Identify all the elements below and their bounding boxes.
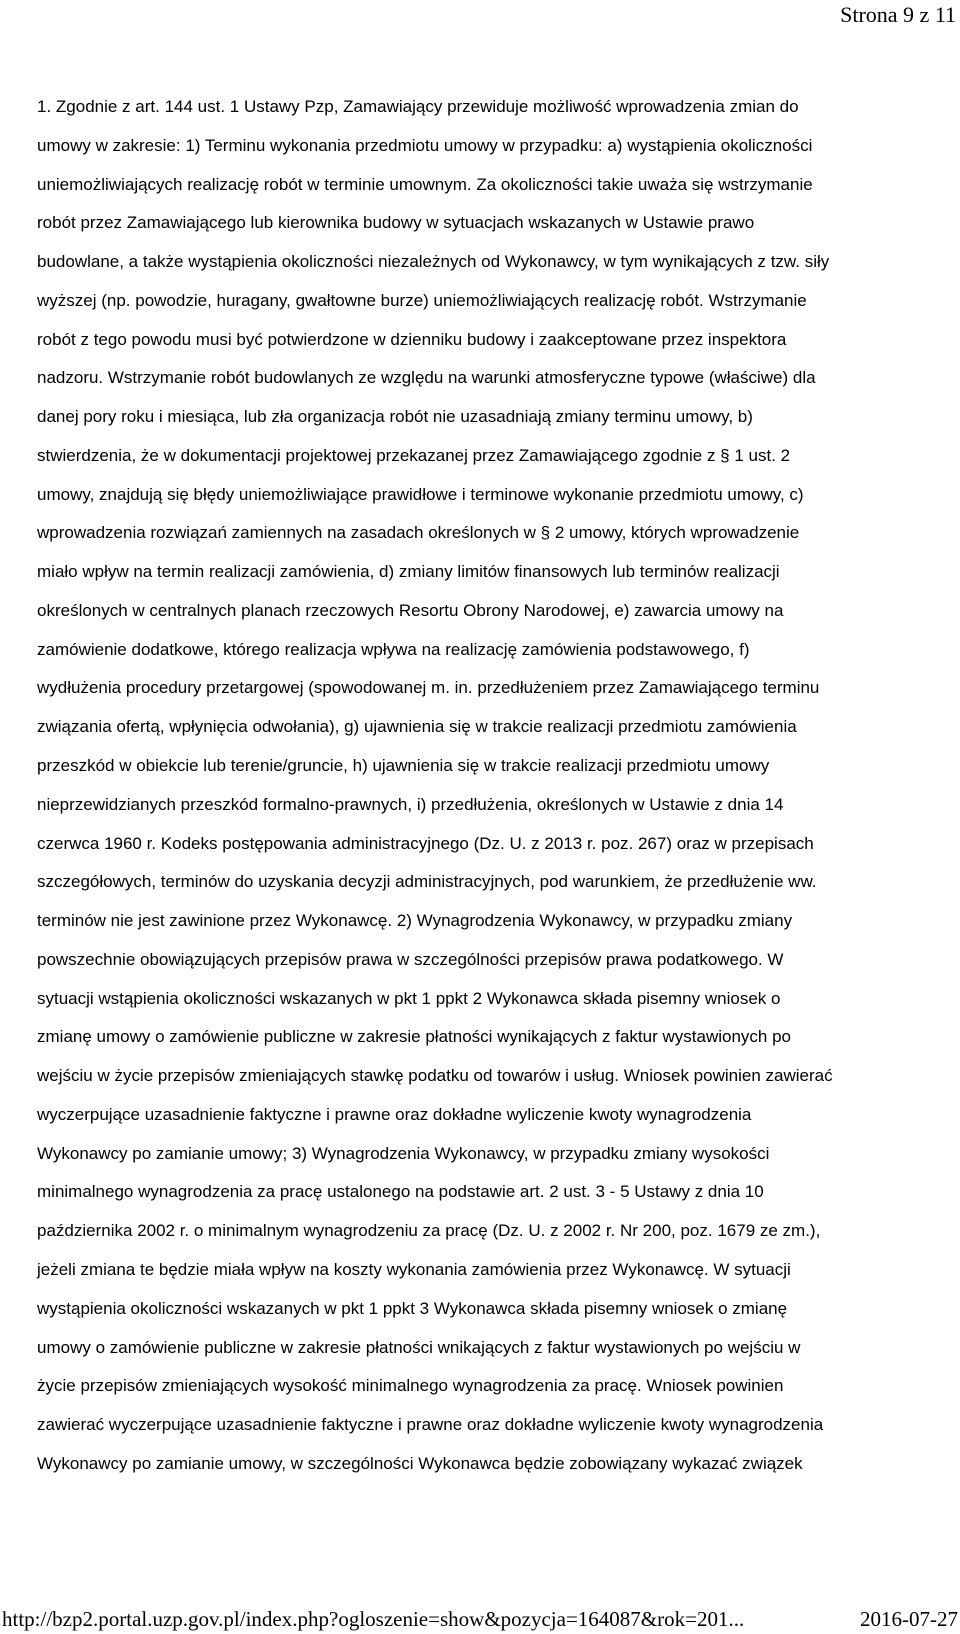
text-line: wprowadzenia rozwiązań zamiennych na zasadach określonych w § 2 umowy, których wprowadzenie [37, 523, 800, 543]
text-line: zawierać wyczerpujące uzasadnienie faktyczne i prawne oraz dokładne wyliczenie kwoty wynagrodzenia [37, 1415, 824, 1435]
text-line: stwierdzenia, że w dokumentacji projektowej przekazanej przez Zamawiającego zgodnie z § 1 ust. 2 [37, 445, 791, 465]
text-line: powszechnie obowiązujących przepisów prawa w szczególności przepisów prawa podatkowego. W [37, 949, 784, 969]
text-line: terminów nie jest zawinione przez Wykonawcę. 2) Wynagrodzenia Wykonawcy, w przypadku zmiany [37, 911, 793, 931]
text-line: danej pory roku i miesiąca, lub zła organizacja robót nie uzasadniają zmiany terminu umowy, b) [37, 407, 753, 427]
text-line: zamówienie dodatkowe, którego realizacja wpływa na realizację zamówienia podstawowego, f) [37, 639, 750, 659]
text-line: nieprzewidzianych przeszkód formalno-prawnych, i) przedłużenia, określonych w Ustawie z dnia 14 [37, 794, 784, 814]
text-line: umowy w zakresie: 1) Terminu wykonania przedmiotu umowy w przypadku: a) wystąpienia okoliczności [37, 135, 813, 155]
page-number: Strona 9 z 11 [840, 2, 956, 27]
text-line: życie przepisów zmieniających wysokość minimalnego wynagrodzenia za pracę. Wniosek powinien [37, 1376, 784, 1396]
text-line: określonych w centralnych planach rzeczowych Resortu Obrony Narodowej, e) zawarcia umowy na [37, 600, 784, 620]
page-footer [0, 1604, 960, 1634]
text-line: wyczerpujące uzasadnienie faktyczne i prawne oraz dokładne wyliczenie kwoty wynagrodzenia [37, 1104, 752, 1124]
text-line: robót z tego powodu musi być potwierdzone w dzienniku budowy i zaakceptowane przez inspektora [37, 329, 787, 349]
text-line: szczegółowych, terminów do uzyskania decyzji administracyjnych, pod warunkiem, że przedłużenie ww. [37, 872, 817, 892]
text-line: zmianę umowy o zamówienie publiczne w zakresie płatności wynikających z faktur wystawionych po [37, 1027, 791, 1047]
text-line: umowy o zamówienie publiczne w zakresie płatności wnikających z faktur wystawionych po wejściu w [37, 1337, 801, 1357]
footer-date: 2016-07-27 [860, 1607, 958, 1631]
text-line: wejściu w życie przepisów zmieniających stawkę podatku od towarów i usług. Wniosek powinien zawierać [37, 1066, 833, 1086]
text-line: minimalnego wynagrodzenia za pracę ustalonego na podstawie art. 2 ust. 3 - 5 Ustawy z dnia 10 [37, 1182, 764, 1202]
text-line: związania ofertą, wpłynięcia odwołania), g) ujawnienia się w trakcie realizacji przedmiotu zamówienia [37, 717, 797, 737]
text-line: umowy, znajdują się błędy uniemożliwiające prawidłowe i terminowe wykonanie przedmiotu umowy, c) [37, 484, 804, 504]
text-line: przeszkód w obiekcie lub terenie/gruncie, h) ujawnienia się w trakcie realizacji przedmiotu umowy [37, 756, 770, 776]
document-body [37, 88, 937, 1484]
text-line: budowlane, a także wystąpienia okoliczności niezależnych od Wykonawcy, w tym wynikających z tzw. siły [37, 252, 830, 272]
text-line: miało wpływ na termin realizacji zamówienia, d) zmiany limitów finansowych lub terminów realizacji [37, 562, 780, 582]
text-line: października 2002 r. o minimalnym wynagrodzeniu za pracę (Dz. U. z 2002 r. Nr 200, poz. 1679 ze zm.), [37, 1221, 821, 1241]
footer-url: http://bzp2.portal.uzp.gov.pl/index.php?ogloszenie=show&pozycja=164087&rok=201... [2, 1607, 745, 1631]
text-line: wystąpienia okoliczności wskazanych w pkt 1 ppkt 3 Wykonawca składa pisemny wniosek o zmianę [37, 1298, 788, 1318]
text-line: robót przez Zamawiającego lub kierownika budowy w sytuacjach wskazanych w Ustawie prawo [37, 213, 755, 233]
text-line: nadzoru. Wstrzymanie robót budowlanych ze względu na warunki atmosferyczne typowe (właściwe) dla [37, 368, 816, 388]
text-line: uniemożliwiających realizację robót w terminie umownym. Za okoliczności takie uważa się wstrzymanie [37, 174, 813, 194]
text-line: Wykonawcy po zamianie umowy; 3) Wynagrodzenia Wykonawcy, w przypadku zmiany wysokości [37, 1143, 770, 1163]
text-line: Wykonawcy po zamianie umowy, w szczególności Wykonawca będzie zobowiązany wykazać związek [37, 1453, 803, 1473]
text-line: jeżeli zmiana te będzie miała wpływ na koszty wykonania zamówienia przez Wykonawcę. W sytuacji [37, 1259, 791, 1279]
text-line: czerwca 1960 r. Kodeks postępowania administracyjnego (Dz. U. z 2013 r. poz. 267) oraz w przepisach [37, 833, 814, 853]
text-line: wydłużenia procedury przetargowej (spowodowanej m. in. przedłużeniem przez Zamawiającego terminu [37, 678, 820, 698]
text-line: sytuacji wstąpienia okoliczności wskazanych w pkt 1 ppkt 2 Wykonawca składa pisemny wniosek o [37, 988, 781, 1008]
text-line: 1. Zgodnie z art. 144 ust. 1 Ustawy Pzp, Zamawiający przewiduje możliwość wprowadzenia zmian do [37, 97, 799, 116]
text-line: wyższej (np. powodzie, huragany, gwałtowne burze) uniemożliwiających realizację robót. Wstrzymanie [37, 290, 807, 310]
